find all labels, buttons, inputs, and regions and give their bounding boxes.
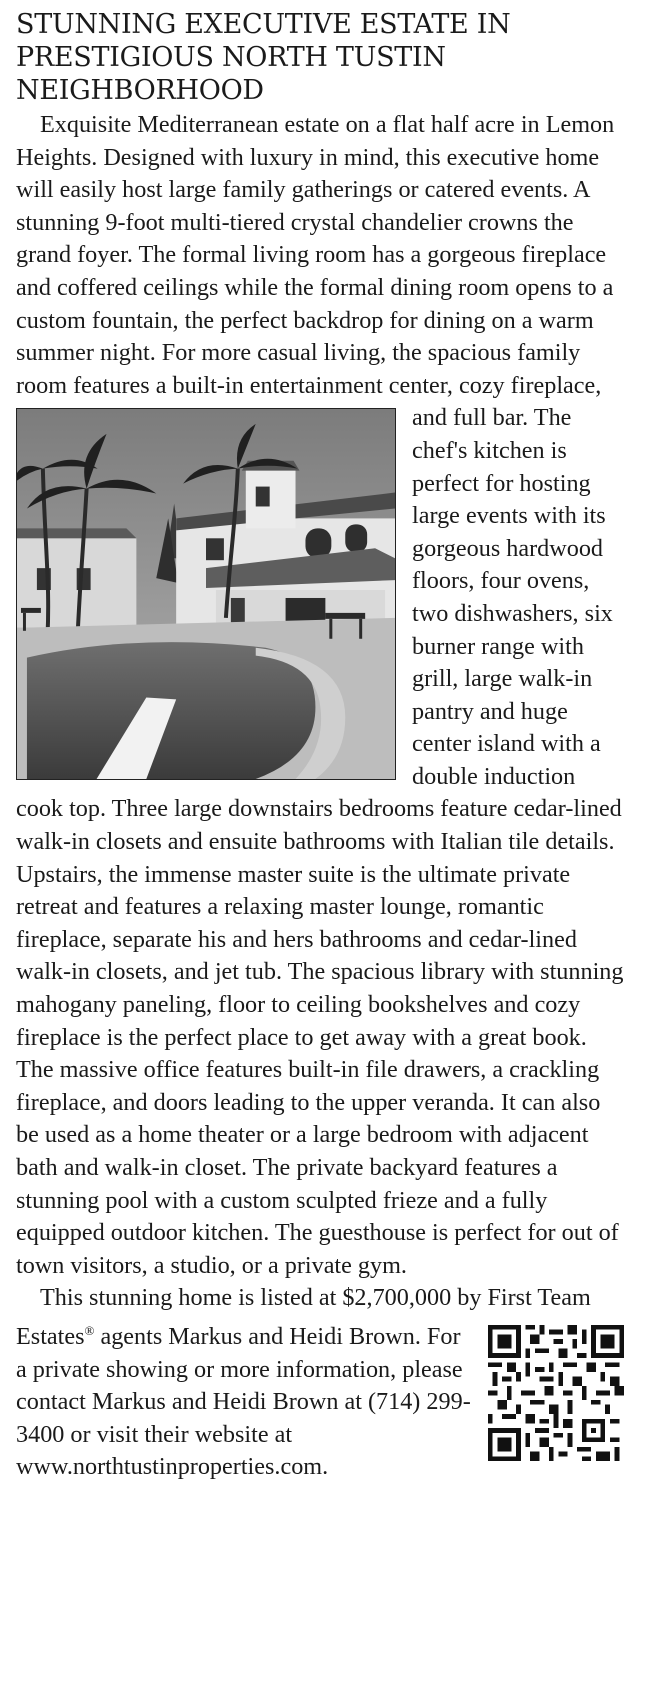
article-body [16, 109, 628, 1484]
estate-pool-photo [16, 408, 396, 780]
qr-code-icon[interactable] [488, 1325, 624, 1461]
headline: STUNNING EXECUTIVE ESTATE IN PRESTIGIOUS NORTH TUSTIN NEIGHBORHOOD [16, 9, 511, 106]
listing-part1: This stunning home is listed at $2,700,000 by First Team Estates [16, 1284, 591, 1351]
qr-code-graphic [488, 1325, 624, 1461]
registered-mark: ® [84, 1322, 95, 1338]
paragraph-description-part2: center, cozy fireplace, and full bar. The chef's kitchen is perfect for hosting large events with its gorgeous hardwood floors, four ovens, two dishwashers, six burner range with grill, large walk-in pantry and huge center island with a double induction cook top. Three large downstairs bedrooms feature cedar-lined walk-in closets and ensuite bathrooms with Italian tile details. Upstairs, the immense master suite is the ultimate private retreat and features a relaxing master lounge, romantic fireplace, separate his and hers bathrooms and cedar-lined walk-in closets, and jet tub. The spacious library with stunning mahogany paneling, floor to ceiling bookshelves and cozy fireplace is the perfect place to get away with a great book. The massive office features built-in file drawers, a crackling fireplace, and doors leading to the upper veranda. It can also be used as a home theater or a large bedroom with adjacent bath and walk-in closet. The private backyard features a stunning pool with a custom sculpted frieze and a fully equipped outdoor kitchen. The guesthouse is perfect for out of town visitors, a studio, or a private gym. [16, 371, 624, 1279]
paragraph-listing [16, 1282, 628, 1484]
listing-part2: agents Markus and Heidi Brown. For a private showing or more information, please contact Markus and Heidi Brown at (714) 299-3400 or visit their website at www.northtustinproperties.com. [16, 1323, 471, 1481]
paragraph-description [16, 109, 628, 1282]
photo-illustration [17, 409, 395, 779]
paragraph-description-part1: Exquisite Mediterranean estate on a flat half acre in Lemon Heights. Designed with luxury in mind, this executive home will easily host large family gatherings or catered events. A stunning 9-foot multi-tiered crystal chandelier crowns the grand foyer. The formal living room has a gorgeous fireplace and coffered ceilings while the formal dining room opens to a custom fountain, the perfect backdrop for dining on a warm summer night. For more casual living, the spacious family room features a built-in entertainment [16, 111, 615, 399]
